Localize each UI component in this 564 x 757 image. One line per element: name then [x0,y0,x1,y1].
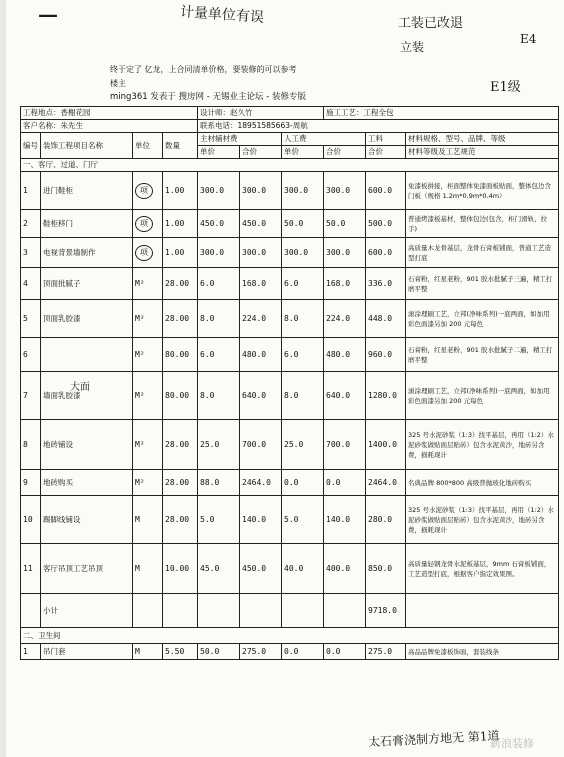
cell-item: 鞋柜移门 [41,210,133,238]
table-row [21,372,559,420]
last-row-unit: M [133,644,163,660]
handwritten-note-right4: E1级 [490,80,521,95]
cell-p1: 300.0 [198,172,240,210]
quotation-table [20,106,559,660]
cell-t2: 140.0 [324,496,366,544]
cell-qty: 80.00 [163,372,198,420]
cell-p1: 25.0 [198,420,240,470]
watermark: 新浪装修 [490,737,534,750]
cell-no: 5 [21,300,41,338]
handwritten-note-right2: E4 [520,32,537,46]
cell-t2: 640.0 [324,372,366,420]
cell-t1: 300.0 [240,172,282,210]
scan-edge [0,0,6,757]
cell-qty: 28.00 [163,268,198,300]
header-spec: 材料规格、型号、品牌、等级 [406,133,559,146]
cell-qty: 28.00 [163,470,198,496]
cell-no: 2 [21,210,41,238]
table-row [21,300,559,338]
header-item: 装饰工程项目名称 [41,133,133,159]
cell-total: 1280.0 [366,372,406,420]
table-row [21,420,559,470]
cell-t2: 0.0 [324,470,366,496]
handwritten-note-right1: 工装已改退 [398,16,464,31]
last-row-t1: 275.0 [240,644,282,660]
cell-unit: M [133,544,163,594]
cell-item: 电视背景墙制作 [41,238,133,268]
cell-unit: M² [133,420,163,470]
last-row-total: 275.0 [366,644,406,660]
cell-t2: 700.0 [324,420,366,470]
cell-p2: 5.0 [282,496,324,544]
cell-no: 9 [21,470,41,496]
cell-p2: 300.0 [282,238,324,268]
item-rows [21,172,559,594]
cell-qty: 28.00 [163,300,198,338]
craft-label: 施工工艺：工程全包 [324,107,559,120]
cell-p2: 6.0 [282,268,324,300]
project-label: 工程地点：香榭花园 [21,107,198,120]
cell-unit: M² [133,300,163,338]
table-row [21,470,559,496]
cell-p2: 25.0 [282,420,324,470]
intro-line-1: 终于定了 亿龙，上合同清单价格，要装修的可以参考 [110,65,297,74]
cell-t1: 700.0 [240,420,282,470]
cell-t1: 224.0 [240,300,282,338]
cell-unit [133,210,163,238]
header-main-material: 主材辅材费 [198,133,282,146]
cell-p2: 6.0 [282,338,324,372]
circled-unit: 项 [135,216,153,232]
cell-qty: 28.00 [163,420,198,470]
table-row [21,544,559,594]
cell-qty: 1.00 [163,210,198,238]
cell-unit [133,238,163,268]
cell-spec: 325 号水泥砂浆（1:3）找平基层，再用（1:2）水泥砂浆做贴面层贴砖）包含水泥黄沙，地砖另含费，损耗现计 [406,420,559,470]
last-row-p2: 0.0 [282,644,324,660]
handwritten-note-top: 计量单位有误 [179,4,265,26]
section-title: 一、客厅、过道、门厅 [21,159,559,172]
handwritten-note-bottom: 太石膏浇制方地无 第1道 [367,728,500,750]
cell-total: 960.0 [366,338,406,372]
cell-total: 850.0 [366,544,406,594]
cell-p2: 40.0 [282,544,324,594]
last-row-no: 1 [21,644,41,660]
intro-line-2: 楼主 [110,79,126,88]
cell-item [41,338,133,372]
cell-no: 6 [21,338,41,372]
cell-total: 1400.0 [366,420,406,470]
last-row-qty: 5.50 [163,644,198,660]
cell-t2: 400.0 [324,544,366,594]
cell-no: 4 [21,268,41,300]
cell-spec: 名典品牌 800*800 高级普抛玻化地砖购买 [406,470,559,496]
table-row [21,172,559,210]
subtotal-value: 9718.0 [366,594,406,628]
last-row-item: 吊门套 [41,644,133,660]
handwritten-note-left: 大面 [70,382,90,393]
cell-p2: 0.0 [282,470,324,496]
cell-item: 地砖购买 [41,470,133,496]
cell-item: 踢脚线铺设 [41,496,133,544]
cell-item: 顶面乳胶漆 [41,300,133,338]
phone-label: 联系电话：18951585663-周航 [198,120,559,133]
cell-p1: 5.0 [198,496,240,544]
cell-p2: 50.0 [282,210,324,238]
cell-total: 336.0 [366,268,406,300]
cell-no: 3 [21,238,41,268]
cell-no: 10 [21,496,41,544]
cell-qty: 1.00 [163,238,198,268]
cell-p1: 450.0 [198,210,240,238]
cell-spec: 高质量轻钢龙骨水泥板基层，9mm 石膏板铺面，工艺造型打底，根据客户指定效果图。 [406,544,559,594]
cell-p2: 8.0 [282,372,324,420]
cell-item: 客厅吊顶工艺吊顶 [41,544,133,594]
cell-t2: 224.0 [324,300,366,338]
cell-t1: 140.0 [240,496,282,544]
top-left-bar: — [38,2,58,26]
header-unit-price: 单价 [198,146,240,159]
circled-unit: 项 [135,245,153,261]
table-row [21,338,559,372]
header-total: 合价 [240,146,282,159]
table-row [21,496,559,544]
header-spec2: 材料等级及工艺规范 [406,146,559,159]
cell-item: 进门鞋柜 [41,172,133,210]
cell-p2: 300.0 [282,172,324,210]
cell-t1: 640.0 [240,372,282,420]
cell-unit: M² [133,268,163,300]
cell-p1: 8.0 [198,300,240,338]
cell-p1: 45.0 [198,544,240,594]
cell-total: 600.0 [366,172,406,210]
header-labor-unit: 单价 [282,146,324,159]
cell-spec: 高质量木龙骨基层，龙骨石膏板铺面，普通工艺造型打底 [406,238,559,268]
cell-p1: 88.0 [198,470,240,496]
cell-no: 1 [21,172,41,210]
cell-total: 2464.0 [366,470,406,496]
cell-qty: 10.00 [163,544,198,594]
header-work: 工料 [366,133,406,146]
cell-t2: 300.0 [324,238,366,268]
cell-t2: 168.0 [324,268,366,300]
last-row-spec: 高品品牌免漆板饰面，套装线条 [406,644,559,660]
client-label: 客户名称：朱先生 [21,120,198,133]
cell-total: 500.0 [366,210,406,238]
circled-unit: 项 [135,183,153,199]
cell-p1: 300.0 [198,238,240,268]
last-row-t2: 0.0 [324,644,366,660]
cell-total: 600.0 [366,238,406,268]
cell-t1: 480.0 [240,338,282,372]
header-labor: 人工费 [282,133,366,146]
cell-spec: 石膏粉，红星老粉，901 胶水批腻子二遍，精工打磨平整 [406,338,559,372]
last-row-p1: 50.0 [198,644,240,660]
cell-unit [133,172,163,210]
table-row [21,210,559,238]
cell-item: 地砖铺设 [41,420,133,470]
cell-t2: 300.0 [324,172,366,210]
cell-unit: M² [133,338,163,372]
handwritten-note-right3: 立装 [400,40,425,54]
cell-t1: 2464.0 [240,470,282,496]
table-row [21,268,559,300]
designer-label: 设计师：赵久竹 [198,107,324,120]
cell-p1: 6.0 [198,268,240,300]
table-row [21,238,559,268]
cell-p1: 6.0 [198,338,240,372]
cell-t1: 168.0 [240,268,282,300]
cell-qty: 1.00 [163,172,198,210]
header-no: 编号 [21,133,41,159]
cell-spec: 滚涂理刷工艺，立邦(净味系列)一底两面，如加用彩色面漆另加 200 元每色 [406,372,559,420]
cell-unit: M [133,496,163,544]
header-qty: 数量 [163,133,198,159]
cell-t1: 300.0 [240,238,282,268]
cell-spec: 石膏粉，红星老粉，901 胶水批腻子三遍，精工打磨平整 [406,268,559,300]
cell-t1: 450.0 [240,544,282,594]
cell-no: 7 [21,372,41,420]
cell-unit: M² [133,470,163,496]
cell-p1: 8.0 [198,372,240,420]
header-labor-total: 合价 [324,146,366,159]
cell-no: 11 [21,544,41,594]
cell-item: 墙面乳胶漆 [41,372,133,420]
cell-spec: 325 号水泥砂浆（1:3）找平基层，再用（1:2）水泥砂浆做贴面层贴砖）包含水泥黄沙，地砖另含费，损耗现计 [406,496,559,544]
header-work-total: 合价 [366,146,406,159]
cell-p2: 8.0 [282,300,324,338]
cell-total: 280.0 [366,496,406,544]
cell-spec: 滚涂理刷工艺，立邦(净味系列)一底两面，如加用彩色面漆另加 200 元每色 [406,300,559,338]
cell-spec: 普通烤漆板基材，整体包边(包含，柜门滑轨、拉手) [406,210,559,238]
cell-spec: 免漆板拼接，柜面整体免漆面板贴面，整体包边含门板（规格 1.2m*0.9m*0.4m） [406,172,559,210]
subtotal-label: 小计 [41,594,133,628]
cell-t2: 50.0 [324,210,366,238]
cell-qty: 80.00 [163,338,198,372]
cell-item: 顶面批腻子 [41,268,133,300]
intro-line-3: ming361 发表于 搜房网 - 无锡业主论坛 - 装修专版 [110,92,306,102]
header-unit: 单位 [133,133,163,159]
cell-total: 448.0 [366,300,406,338]
cell-unit: M² [133,372,163,420]
cell-qty: 28.00 [163,496,198,544]
cell-t1: 450.0 [240,210,282,238]
cell-t2: 480.0 [324,338,366,372]
section-title-2: 二、卫生间 [21,628,559,644]
cell-no: 8 [21,420,41,470]
